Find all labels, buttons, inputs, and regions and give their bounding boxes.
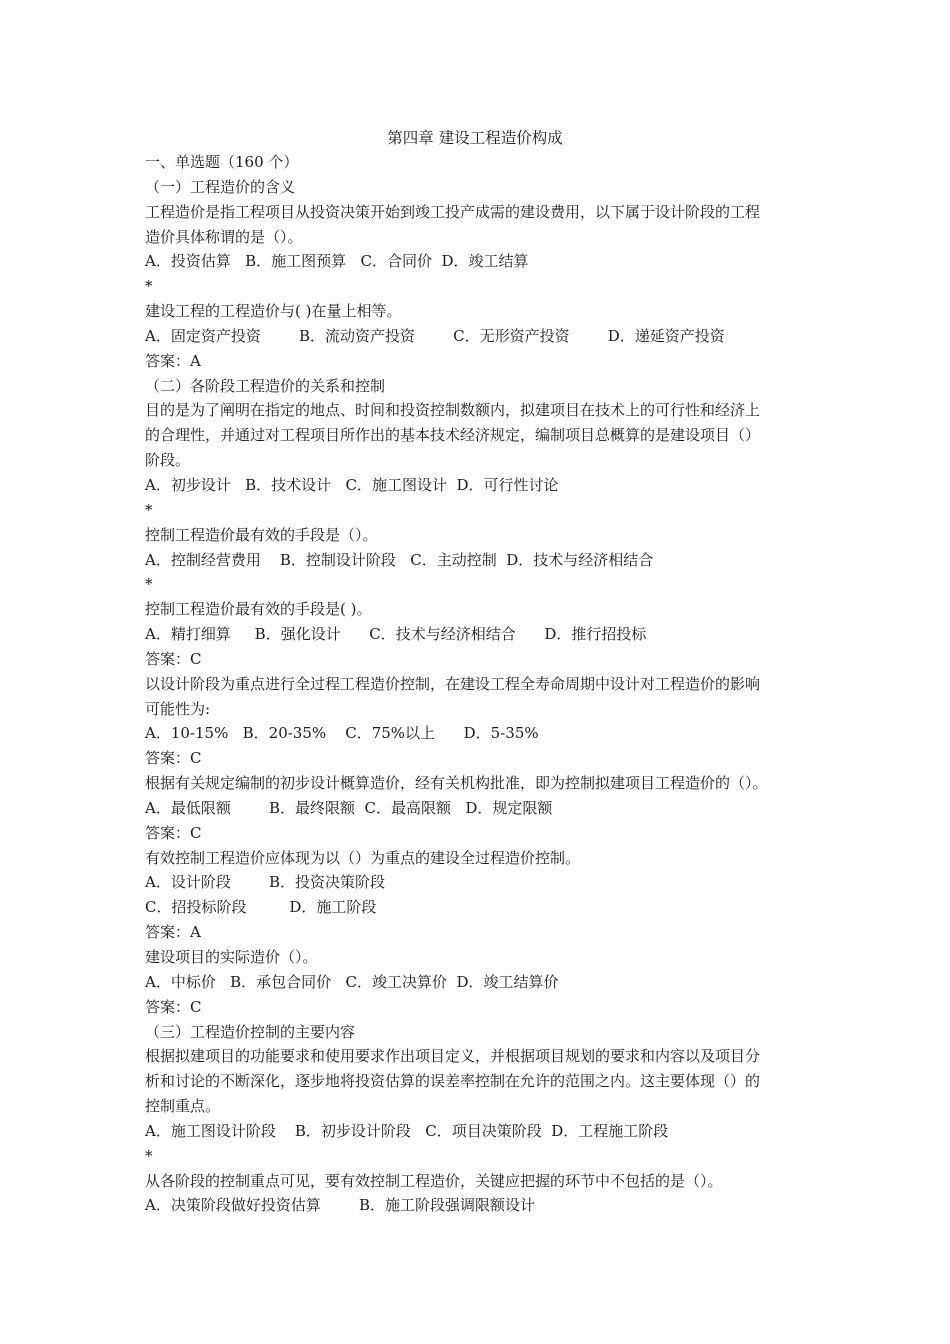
text-line: 控制重点。	[145, 1097, 221, 1116]
text-line: A．施工图设计阶段 B．初步设计阶段 C．项目决策阶段 D．工程施工阶段	[145, 1121, 669, 1140]
text-line: 一、单选题（160 个）	[145, 153, 299, 171]
text-line: *	[145, 500, 153, 519]
text-line: 从各阶段的控制重点可见，要有效控制工程造价，关键应把握的环节中不包括的是（）。	[145, 1171, 723, 1190]
text-line: 答案：C	[145, 749, 202, 768]
text-line: 析和讨论的不断深化，逐步地将投资估算的误差率控制在允许的范围之内。这主要体现（）的	[145, 1072, 761, 1091]
text-line: A．控制经营费用 B．控制设计阶段 C．主动控制 D．技术与经济相结合	[145, 550, 654, 569]
text-line: 建设项目的实际造价（）。	[145, 948, 318, 966]
text-line: 答案：C	[145, 649, 202, 668]
text-line: 可能性为:	[145, 699, 211, 718]
text-line: A．中标价 B．承包合同价 C．竣工决算价 D．竣工结算价	[145, 972, 559, 991]
text-line: A．精打细算 B．强化设计 C．技术与经济相结合 D．推行招投标	[145, 625, 647, 644]
text-line: 阶段。	[145, 451, 191, 470]
text-line: 的合理性，并通过对工程项目所作出的基本技术经济规定，编制项目总概算的是建设项目（）	[145, 426, 761, 445]
text-line: *	[145, 575, 153, 594]
text-line: A．初步设计 B．技术设计 C．施工图设计 D．可行性讨论	[145, 475, 559, 494]
text-line: 答案：A	[145, 351, 201, 370]
text-line: 控制工程造价最有效的手段是（）。	[145, 525, 378, 544]
text-line: A．决策阶段做好投资估算 B．施工阶段强调限额设计	[145, 1196, 536, 1215]
text-line: A．投资估算 B．施工图预算 C．合同价 D．竣工结算	[145, 252, 529, 271]
text-line: 建设工程的工程造价与( )在量上相等。	[145, 302, 402, 321]
text-line: 根据有关规定编制的初步设计概算造价，经有关机构批准，即为控制拟建项目工程造价的（）。	[145, 774, 768, 793]
text-line: A．设计阶段 B．投资决策阶段	[145, 873, 386, 892]
text-line: C．招投标阶段 D．施工阶段	[145, 898, 377, 917]
text-line: A．固定资产投资 B．流动资产投资 C．无形资产投资 D．递延资产投资	[145, 326, 725, 345]
text-line: 工程造价是指工程项目从投资决策开始到竣工投产成需的建设费用，以下属于设计阶段的工程	[145, 202, 761, 221]
text-line: 答案：A	[145, 923, 201, 942]
text-line: （二）各阶段工程造价的关系和控制	[145, 376, 386, 395]
text-line: 以设计阶段为重点进行全过程工程造价控制，在建设工程全寿命周期中设计对工程造价的影响	[145, 674, 761, 693]
text-line: （三）工程造价控制的主要内容	[145, 1022, 356, 1041]
text-line: 造价具体称谓的是（）。	[145, 227, 303, 246]
text-line: 目的是为了阐明在指定的地点、时间和投资控制数额内，拟建项目在技术上的可行性和经济上	[145, 401, 761, 420]
text-line: 控制工程造价最有效的手段是( )。	[145, 600, 372, 619]
text-line: 有效控制工程造价应体现为以（）为重点的建设全过程造价控制。	[145, 848, 581, 867]
text-line: *	[145, 277, 153, 296]
document-body	[145, 150, 815, 1218]
text-line: *	[145, 1146, 153, 1165]
text-line: A．10-15% B．20-35% C．75%以上 D．5-35%	[145, 724, 539, 743]
text-line: 根据拟建项目的功能要求和使用要求作出项目定义，并根据项目规划的要求和内容以及项目分	[145, 1047, 761, 1066]
text-line: （一）工程造价的含义	[145, 177, 296, 196]
chapter-title: 第四章 建设工程造价构成	[387, 129, 563, 147]
text-line: 答案：C	[145, 823, 202, 842]
text-line: 答案：C	[145, 997, 202, 1016]
text-line: A．最低限额 B．最终限额 C．最高限额 D．规定限额	[145, 798, 553, 817]
